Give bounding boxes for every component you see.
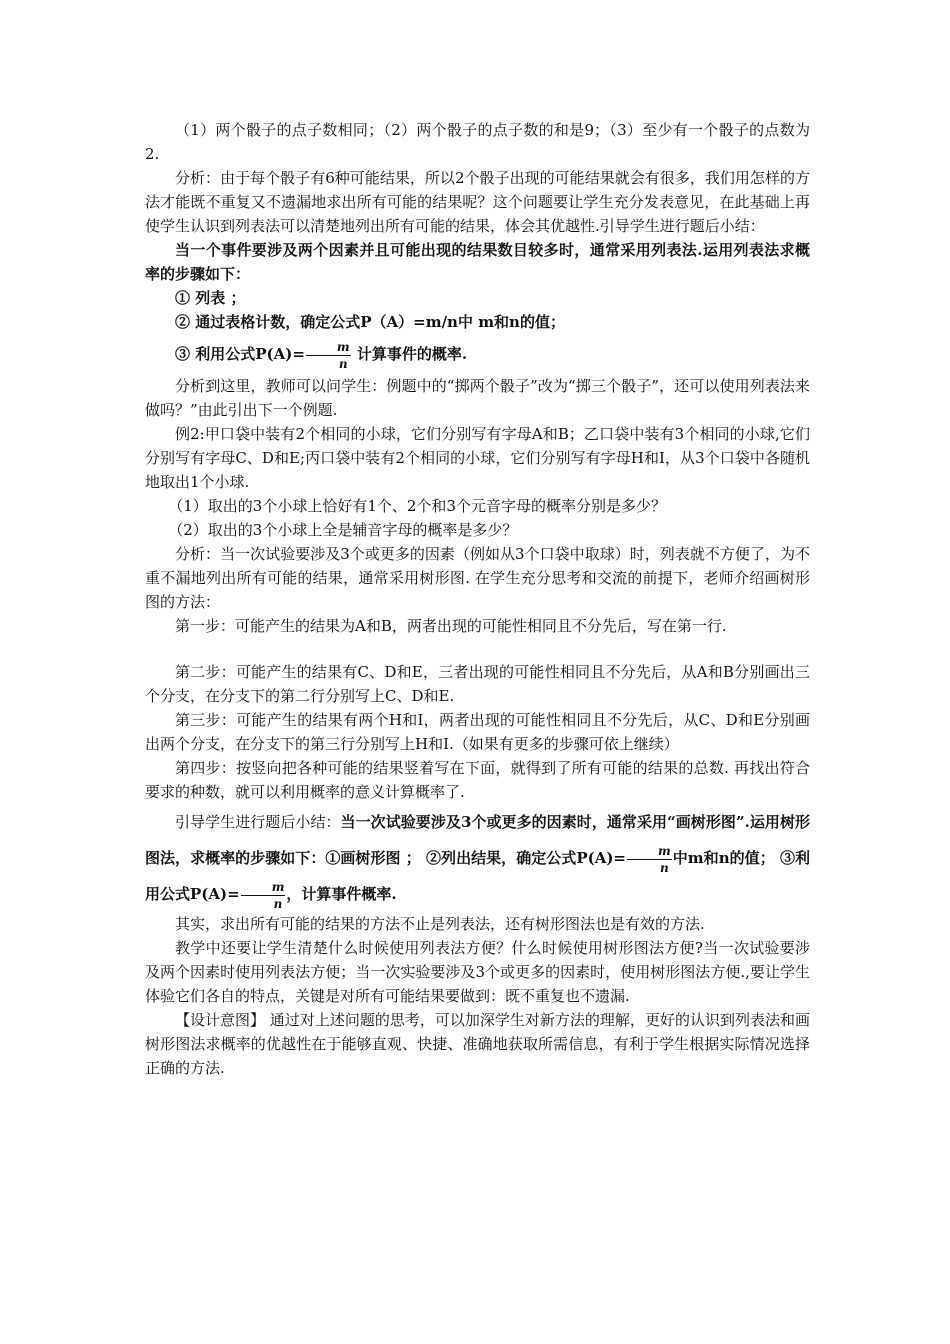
fraction-denominator: n — [659, 860, 669, 875]
document-page — [145, 118, 810, 1080]
fraction-denominator: n — [338, 356, 348, 371]
paragraph-three-dice: 分析到这里，教师可以问学生：例题中的“掷两个骰子”改为“掷三个骰子”，还可以使用列表法来做吗？”由此引出下一个例题. — [145, 377, 810, 419]
step-list-table: ① 列表 ； — [175, 289, 246, 307]
summary-body: 当一次试验要涉及3个或更多的因素时，通常采用“画树形图”.运用树形图法，求概率的步骤如下：①画树形图 ； ②列出结果，确定公式P(A)= — [145, 813, 810, 867]
step-formula-label: ③ 利用公式P(A)= — [175, 345, 305, 363]
question-2: （2）取出的3个小球上全是辅音字母的概率是多少？ — [168, 521, 518, 539]
paragraph-design-intent: 【设计意图】 通过对上述问题的思考，可以加深学生对新方法的理解，更好的认识到列表法和画树形图法求概率的优越性在于能够直观、快捷、准确地获取所需信息，有利于学生根据实际情况选择正确的方法. — [145, 1011, 810, 1077]
fraction-numerator: m — [306, 341, 351, 356]
paragraph-analysis-tree: 分析：当一次试验要涉及3个或更多的因素（例如从3个口袋中取球）时，列表就不方便了，为不重不漏地列出所有可能的结果，通常采用树形图. 在学生充分思考和交流的前提下，老师介绍画树形图的方法： — [145, 545, 810, 611]
summary-mid: 中m和n的值； ③利用公式P(A)= — [145, 849, 810, 903]
summary-lead: 引导学生进行题后小结： — [175, 813, 341, 831]
fraction-numerator: m — [241, 881, 286, 896]
paragraph-dice-questions: （1）两个骰子的点子数相同；（2）两个骰子的点子数的和是9；（3）至少有一个骰子的点数为2. — [145, 121, 810, 163]
paragraph-example-2: 例2:甲口袋中装有2个相同的小球，它们分别写有字母A和B；乙口袋中装有3个相同的小球,它们分别写有字母C、D和E;丙口袋中装有2个相同的小球，它们分别写有字母H和I，从3个口袋中各随机地取出1个小球. — [145, 425, 810, 491]
tree-step-3: 第三步：可能产生的结果有两个H和I，两者出现的可能性相同且不分先后，从C、D和E分别画出两个分支，在分支下的第三行分别写上H和I.（如果有更多的步骤可依上继续） — [145, 711, 810, 753]
step-formula-table — [145, 334, 810, 374]
step-count-table: ② 通过表格计数，确定公式P（A）=m/n中 m和n的值； — [175, 313, 565, 331]
fraction-m-over-n — [241, 881, 286, 910]
summary-end: ，计算事件概率. — [286, 885, 397, 903]
tree-step-4: 第四步：按竖向把各种可能的结果竖着写在下面，就得到了所有可能的结果的总数. 再找出符合要求的种数，就可以利用概率的意义计算概率了. — [145, 759, 810, 801]
tree-step-2: 第二步：可能产生的结果有C、D和E，三者出现的可能性相同且不分先后，从A和B分别画出三个分支，在分支下的第二行分别写上C、D和E. — [145, 663, 810, 705]
paragraph-table-summary: 当一个事件要涉及两个因素并且可能出现的结果数目较多时，通常采用列表法.运用列表法求概率的步骤如下： — [145, 241, 810, 283]
paragraph-analysis-table: 分析：由于每个骰子有6种可能结果，所以2个骰子出现的可能结果就会有很多，我们用怎样的方法才能既不重复又不遗漏地求出所有可能的结果呢？这个问题要让学生充分发表意见，在此基础上再使学生认识到列表法可以清楚地列出所有可能的结果，体会其优越性.引导学生进行题后小结： — [145, 169, 810, 235]
fraction-numerator: m — [627, 845, 672, 860]
blank-line — [145, 638, 810, 660]
fraction-m-over-n — [627, 845, 672, 874]
fraction-m-over-n — [306, 341, 351, 370]
question-1: （1）取出的3个小球上恰好有1个、2个和3个元音字母的概率分别是多少？ — [168, 497, 666, 515]
fraction-denominator: n — [273, 896, 283, 911]
tree-step-1: 第一步：可能产生的结果为A和B，两者出现的可能性相同且不分先后，写在第一行. — [175, 617, 727, 635]
paragraph-methods: 其实，求出所有可能的结果的方法不止是列表法，还有树形图法也是有效的方法. — [175, 915, 705, 933]
paragraph-tree-summary — [145, 804, 810, 912]
step-formula-tail: 计算事件的概率. — [356, 345, 468, 363]
paragraph-teaching-note: 教学中还要让学生清楚什么时候使用列表法方便？什么时候使用树形图法方便?当一次试验要涉及两个因素时使用列表法方便；当一次实验要涉及3个或更多的因素时，使用树形图法方便.,要让学生体验它们各自的特点，关键是对所有可能结果要做到：既不重复也不遗漏. — [145, 939, 810, 1005]
